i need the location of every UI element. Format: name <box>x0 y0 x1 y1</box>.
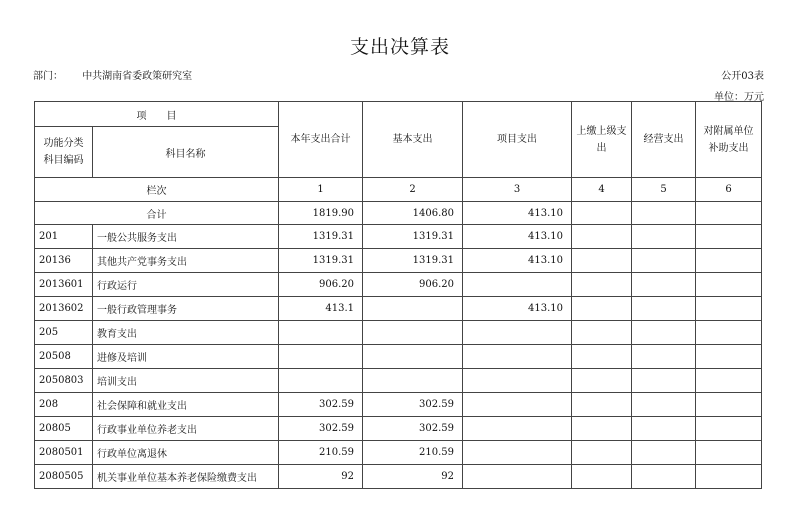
row-number-cell: 2 <box>363 178 463 202</box>
table-row <box>35 273 762 297</box>
value-cell <box>632 225 696 249</box>
value-cell <box>279 369 363 393</box>
value-cell <box>632 417 696 441</box>
total-label: 合计 <box>35 202 279 225</box>
value-cell <box>632 441 696 465</box>
value-cell: 906.20 <box>279 273 363 297</box>
func-code-cell: 20508 <box>35 345 93 369</box>
value-cell <box>632 393 696 417</box>
value-cell <box>696 465 762 489</box>
value-cell <box>696 225 762 249</box>
total-cell <box>696 202 762 225</box>
func-code-cell: 201 <box>35 225 93 249</box>
value-cell: 1319.31 <box>363 225 463 249</box>
table-row <box>35 321 762 345</box>
value-cell <box>696 273 762 297</box>
subject-name-cell: 其他共产党事务支出 <box>93 249 279 273</box>
value-cell: 210.59 <box>363 441 463 465</box>
subject-name-cell: 行政运行 <box>93 273 279 297</box>
header-subsidy: 对附属单位补助支出 <box>696 102 762 178</box>
value-cell <box>463 417 572 441</box>
table-row <box>35 417 762 441</box>
value-cell <box>632 369 696 393</box>
value-cell: 413.1 <box>279 297 363 321</box>
value-cell <box>696 321 762 345</box>
department-label: 部门： <box>33 71 63 82</box>
value-cell <box>632 297 696 321</box>
value-cell <box>279 345 363 369</box>
value-cell <box>572 321 632 345</box>
table-row <box>35 393 762 417</box>
value-cell <box>572 441 632 465</box>
table-row <box>35 369 762 393</box>
header-business: 经营支出 <box>632 102 696 178</box>
subject-name-cell: 一般公共服务支出 <box>93 225 279 249</box>
value-cell <box>696 417 762 441</box>
subject-name-cell: 一般行政管理事务 <box>93 297 279 321</box>
page-title: 支出决算表 <box>349 36 450 58</box>
value-cell <box>572 345 632 369</box>
value-cell <box>696 369 762 393</box>
value-cell <box>632 273 696 297</box>
value-cell <box>572 369 632 393</box>
value-cell <box>363 297 463 321</box>
value-cell <box>572 465 632 489</box>
value-cell <box>463 321 572 345</box>
value-cell <box>572 297 632 321</box>
value-cell <box>696 441 762 465</box>
total-cell: 413.10 <box>463 202 572 225</box>
value-cell <box>632 465 696 489</box>
value-cell: 1319.31 <box>279 225 363 249</box>
row-number-label: 栏次 <box>35 178 279 202</box>
value-cell: 413.10 <box>463 297 572 321</box>
value-cell: 302.59 <box>363 393 463 417</box>
expenditure-table <box>34 101 762 489</box>
func-code-cell: 2080501 <box>35 441 93 465</box>
value-cell: 906.20 <box>363 273 463 297</box>
total-cell <box>632 202 696 225</box>
value-cell <box>632 249 696 273</box>
header-item: 项 目 <box>35 102 279 127</box>
value-cell <box>463 393 572 417</box>
subject-name-cell: 培训支出 <box>93 369 279 393</box>
value-cell <box>632 345 696 369</box>
value-cell <box>363 345 463 369</box>
row-number-cell: 3 <box>463 178 572 202</box>
value-cell: 302.59 <box>279 417 363 441</box>
value-cell: 302.59 <box>279 393 363 417</box>
value-cell <box>572 417 632 441</box>
func-code-cell: 205 <box>35 321 93 345</box>
value-cell <box>463 369 572 393</box>
value-cell: 92 <box>363 465 463 489</box>
table-row <box>35 225 762 249</box>
value-cell <box>363 321 463 345</box>
header-subject-name: 科目名称 <box>93 127 279 178</box>
row-number-row <box>35 178 762 202</box>
table-row <box>35 297 762 321</box>
value-cell: 413.10 <box>463 225 572 249</box>
header-total-expenditure: 本年支出合计 <box>279 102 363 178</box>
value-cell <box>363 369 463 393</box>
value-cell <box>632 321 696 345</box>
total-cell: 1819.90 <box>279 202 363 225</box>
department-line <box>33 67 192 82</box>
value-cell: 210.59 <box>279 441 363 465</box>
header-func-code: 功能分类科目编码 <box>35 127 93 178</box>
value-cell <box>572 393 632 417</box>
total-cell <box>572 202 632 225</box>
subject-name-cell: 教育支出 <box>93 321 279 345</box>
value-cell: 413.10 <box>463 249 572 273</box>
value-cell <box>463 345 572 369</box>
table-row <box>35 249 762 273</box>
subject-name-cell: 行政单位离退休 <box>93 441 279 465</box>
value-cell <box>463 273 572 297</box>
row-number-cell: 5 <box>632 178 696 202</box>
value-cell <box>696 297 762 321</box>
func-code-cell: 2013602 <box>35 297 93 321</box>
func-code-cell: 2013601 <box>35 273 93 297</box>
value-cell <box>463 465 572 489</box>
value-cell <box>696 345 762 369</box>
header-basic-expenditure: 基本支出 <box>363 102 463 178</box>
func-code-cell: 20805 <box>35 417 93 441</box>
table-row <box>35 465 762 489</box>
row-number-cell: 6 <box>696 178 762 202</box>
value-cell <box>696 249 762 273</box>
total-cell: 1406.80 <box>363 202 463 225</box>
table-code: 公开03表 <box>721 71 764 82</box>
unit-label: 单位：万元 <box>714 92 764 103</box>
value-cell <box>572 273 632 297</box>
func-code-cell: 2080505 <box>35 465 93 489</box>
subject-name-cell: 行政事业单位养老支出 <box>93 417 279 441</box>
total-row <box>35 202 762 225</box>
subject-name-cell: 社会保障和就业支出 <box>93 393 279 417</box>
value-cell <box>463 441 572 465</box>
value-cell <box>279 321 363 345</box>
value-cell <box>572 225 632 249</box>
value-cell: 302.59 <box>363 417 463 441</box>
value-cell: 1319.31 <box>363 249 463 273</box>
func-code-cell: 2050803 <box>35 369 93 393</box>
table-row <box>35 345 762 369</box>
value-cell <box>696 393 762 417</box>
subject-name-cell: 进修及培训 <box>93 345 279 369</box>
subject-name-cell: 机关事业单位基本养老保险缴费支出 <box>93 465 279 489</box>
func-code-cell: 208 <box>35 393 93 417</box>
row-number-cell: 1 <box>279 178 363 202</box>
value-cell <box>572 249 632 273</box>
header-turned-over: 上缴上级支出 <box>572 102 632 178</box>
table-row <box>35 441 762 465</box>
header-project-expenditure: 项目支出 <box>463 102 572 178</box>
row-number-cell: 4 <box>572 178 632 202</box>
value-cell: 92 <box>279 465 363 489</box>
department-name: 中共湖南省委政策研究室 <box>82 71 193 82</box>
func-code-cell: 20136 <box>35 249 93 273</box>
value-cell: 1319.31 <box>279 249 363 273</box>
